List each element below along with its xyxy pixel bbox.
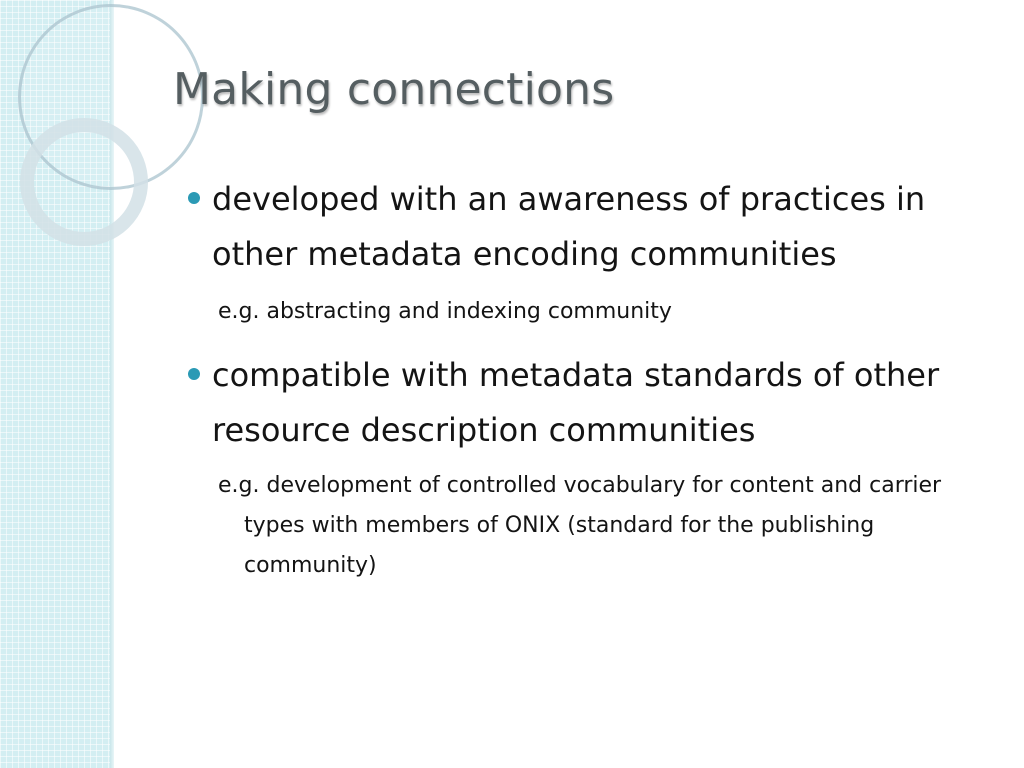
bullet-dot-icon	[188, 368, 200, 380]
bullet-example: e.g. development of controlled vocabulary for content and carrier types with members of ONIX (standard for the publishing community)	[218, 473, 942, 578]
bullet-text: compatible with metadata standards of other resource description communities	[212, 356, 940, 449]
slide-title: Making connections	[173, 64, 615, 115]
bullet-item	[188, 348, 978, 458]
bullet-dot-icon	[188, 192, 200, 204]
bullet-text: developed with an awareness of practices in other metadata encoding communities	[212, 180, 926, 273]
bullet-item	[188, 172, 978, 282]
bullet-example: e.g. abstracting and indexing community	[218, 299, 672, 324]
decorative-small-ring	[20, 118, 148, 246]
slide-content	[188, 172, 978, 586]
